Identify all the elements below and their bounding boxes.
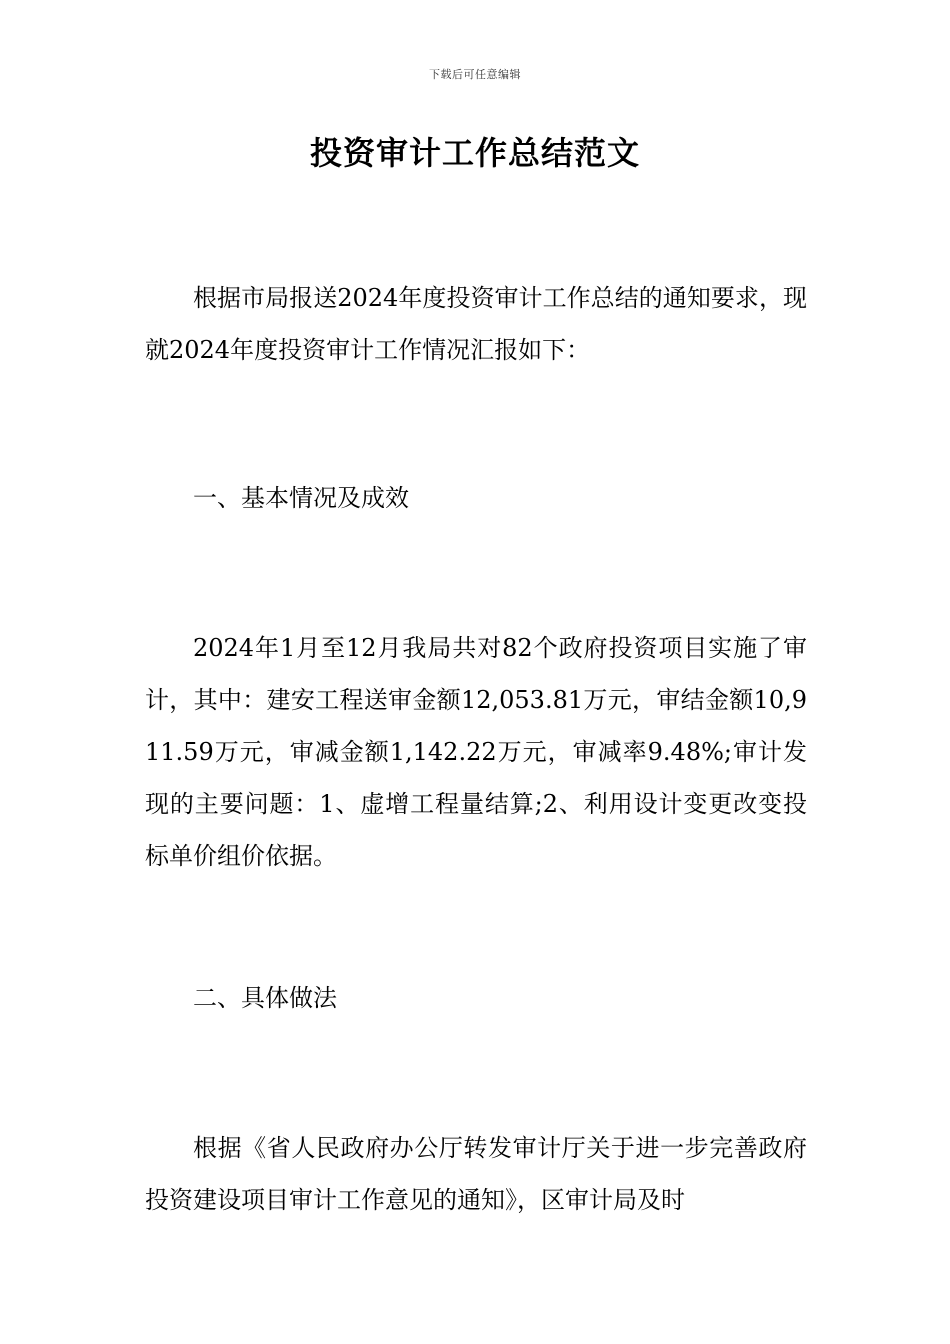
intro-paragraph: 根据市局报送2024年度投资审计工作总结的通知要求，现就2024年度投资审计工作情况汇报如下： bbox=[145, 284, 807, 364]
section-1-heading: 一、基本情况及成效 bbox=[193, 484, 409, 512]
section-2-heading: 二、具体做法 bbox=[193, 984, 337, 1012]
document-title: 投资审计工作总结范文 bbox=[309, 134, 640, 172]
header-note: 下载后可任意编辑 bbox=[429, 68, 521, 81]
section-2-paragraph: 根据《省人民政府办公厅转发审计厅关于进一步完善政府投资建设项目审计工作意见的通知》，区审计局及时 bbox=[145, 1134, 807, 1214]
section-1-paragraph: 2024年1月至12月我局共对82个政府投资项目实施了审计，其中：建安工程送审金额12,053.81万元，审结金额10,911.59万元，审减金额1,142.22万元，审减率9.48%;审计发现的主要问题：1、虚增工程量结算;2、利用设计变更改变投标单价组价依据。 bbox=[145, 634, 807, 870]
